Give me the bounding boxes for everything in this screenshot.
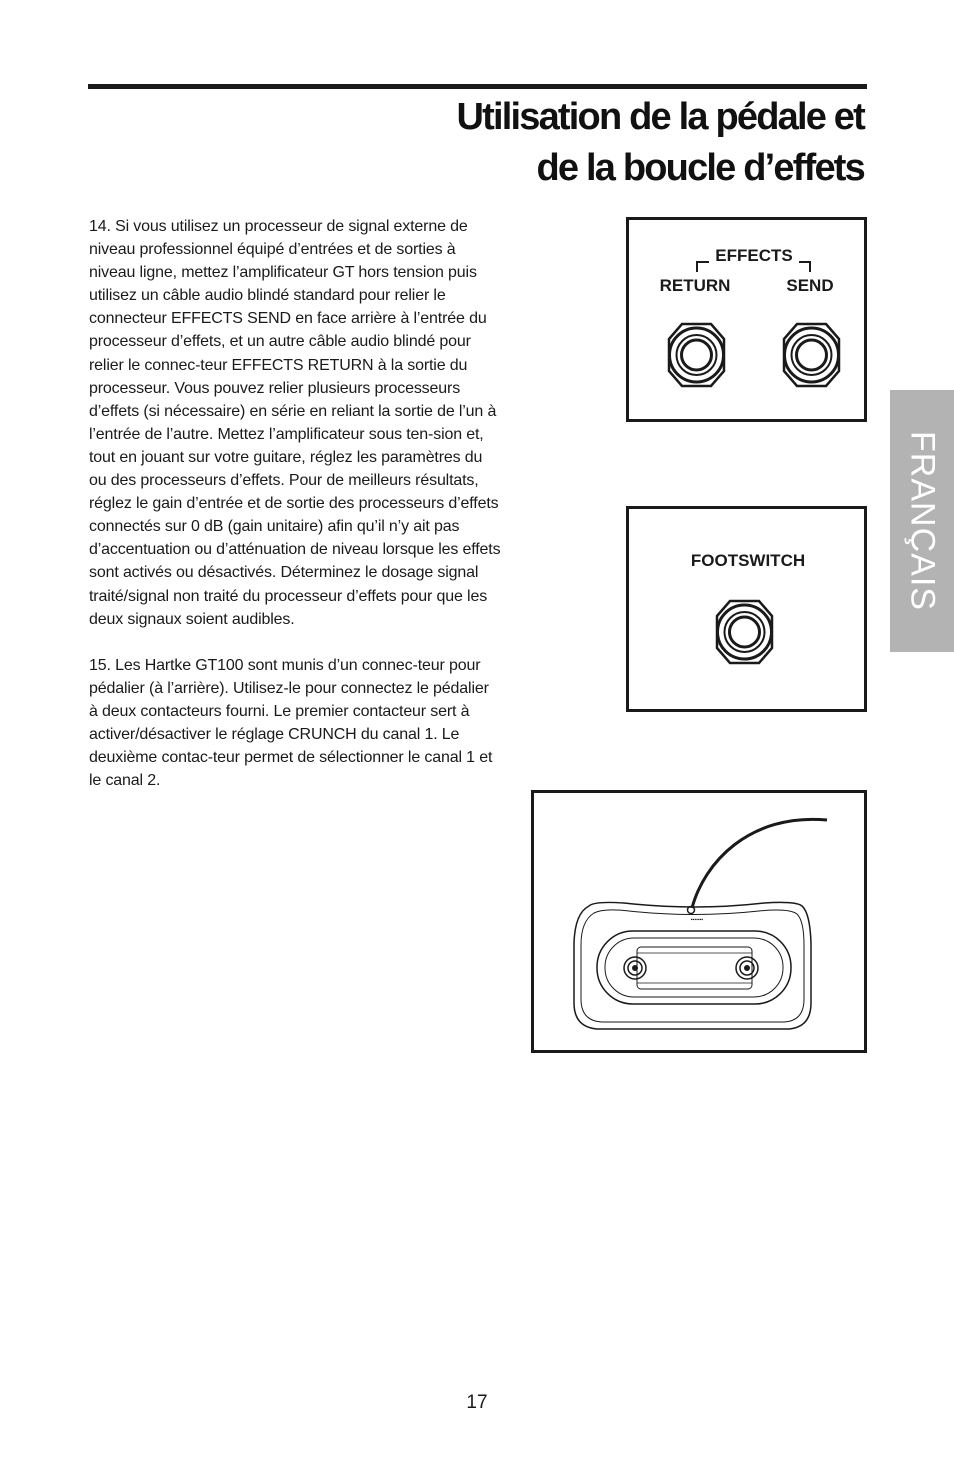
effects-panel-illustration xyxy=(626,217,867,422)
footswitch-pedal-drawing xyxy=(534,793,870,1056)
page-number: 17 xyxy=(466,1392,488,1413)
pedal-brand-mark: ▪▪▪▪▪▪▪ xyxy=(690,917,704,923)
title-line-2: de la boucle d’effets xyxy=(536,147,864,189)
page-title xyxy=(164,92,864,194)
title-line-1: Utilisation de la pédale et xyxy=(456,96,864,138)
language-tab xyxy=(890,390,954,652)
return-jack-icon xyxy=(669,324,724,386)
paragraph-footswitch: 15. Les Hartke GT100 sont munis d’un connec-teur pour pédalier (à l’arrière). Utilisez-le pour connectez le pédalier à deux contacteurs fourni. Le premier contacteur sert à activer/désactiver le réglage CRUNCH du canal 1. Le deuxième contac-teur permet de sélectionner le canal 1 et le canal 2. xyxy=(89,656,493,790)
header-rule xyxy=(88,84,867,89)
return-label: RETURN xyxy=(659,276,731,295)
effects-panel-drawing xyxy=(629,220,870,425)
effects-label: EFFECTS xyxy=(715,246,793,265)
footswitch-panel-drawing xyxy=(629,509,870,715)
cable-icon xyxy=(692,819,827,908)
switch-1-icon xyxy=(624,957,646,979)
footswitch-pedal-illustration xyxy=(531,790,867,1053)
bracket-right xyxy=(799,262,810,272)
send-jack-icon xyxy=(784,324,839,386)
send-label: SEND xyxy=(786,276,834,295)
footswitch-jack-icon xyxy=(717,601,772,663)
bracket-left xyxy=(697,262,709,272)
footswitch-label: FOOTSWITCH xyxy=(690,551,806,570)
body-text xyxy=(89,215,501,815)
language-tab-label: FRANÇAIS xyxy=(903,431,942,611)
pedal-body-icon xyxy=(574,902,811,1029)
paragraph-effects-loop: 14. Si vous utilisez un processeur de signal externe de niveau professionnel équipé d’entrées et de sorties à niveau ligne, mettez l’amplificateur GT hors tension puis utilisez un câble audio blindé standard pour relier le connecteur EFFECTS SEND en face arrière à l’entrée du processeur d’effets, et un autre câble audio blindé pour relier le connec-teur EFFECTS RETURN à la sortie du processeur. Vous pouvez relier plusieurs processeurs d’effets (si nécessaire) en série en reliant la sortie de l’un à l’entrée de l’autre. Mettez l’amplificateur sous ten-sion et, tout en jouant sur votre guitare, réglez les paramètres du ou des processeurs d’effets. Pour de meilleurs résultats, réglez le gain d’entrée et de sortie des processeurs d’effets connectés sur 0 dB (gain unitaire) afin qu’il n’y ait pas d’accentuation ou d’atténuation de niveau lorsque les effets sont activés ou désactivés. Déterminez le dosage signal traité/signal non traité du processeur d’effets pour que les deux signaux soient audibles. xyxy=(89,218,501,628)
switch-2-icon xyxy=(736,957,758,979)
footswitch-panel-illustration xyxy=(626,506,867,712)
